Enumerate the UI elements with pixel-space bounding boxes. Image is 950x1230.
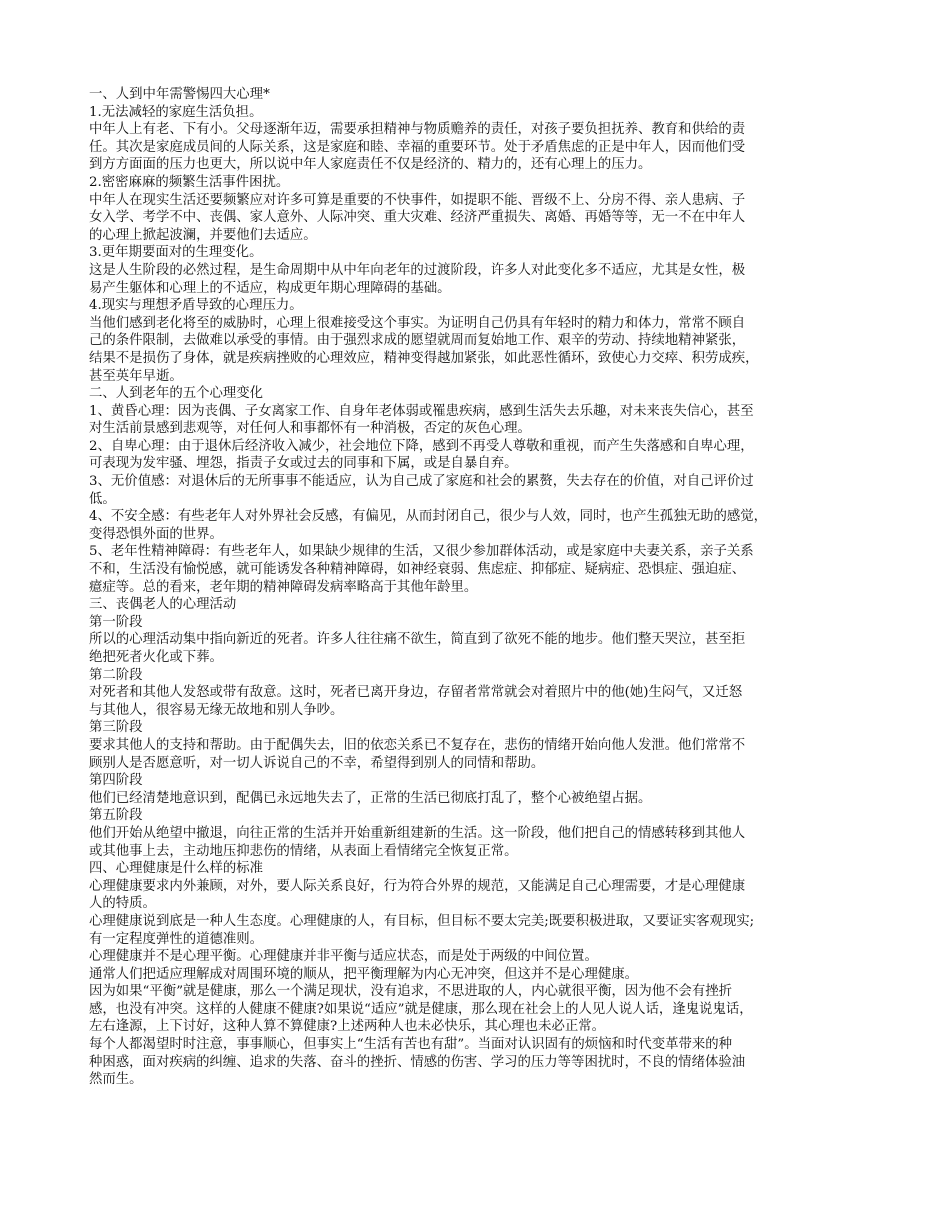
text-line: 种困惑，面对疾病的纠缠、追求的失落、奋斗的挫折、情感的伤害、学习的压力等等困扰时，不良的情绪体验油 [89, 1054, 746, 1070]
document-page [89, 86, 863, 1089]
text-line: 一、人到中年需警惕四大心理* [89, 87, 270, 102]
text-line: 不和，生活没有愉悦感，就可能诱发各种精神障碍，如神经衰弱、焦虑症、抑郁症、疑病症、恐惧症、强迫症、 [89, 562, 746, 578]
text-line: 第四阶段 [89, 773, 143, 789]
text-line: 任。其次是家庭成员间的人际关系，这是家庭和睦、幸福的重要环节。处于矛盾焦虑的正是中年人，因而他们受 [89, 139, 746, 155]
text-line: 感，也没有冲突。这样的人健康不健康?如果说“适应”就是健康，那么现在社会上的人见人说人话，逢鬼说鬼话， [89, 1001, 753, 1017]
text-line: 3.更年期要面对的生理变化。 [89, 245, 263, 261]
text-line: 第三阶段 [89, 720, 143, 736]
text-line: 女入学、考学不中、丧偶、家人意外、人际冲突、重大灾难、经济严重损失、离婚、再婚等等，无一不在中年人 [89, 210, 746, 226]
text-line: 心理健康要求内外兼顾，对外，要人际关系良好，行为符合外界的规范，又能满足自己心理需要，才是心理健康 [89, 878, 746, 894]
text-line: 二、人到老年的五个心理变化 [89, 386, 264, 402]
text-line: 顾别人是否愿意听，对一切人诉说自己的不幸，希望得到别人的同情和帮助。 [89, 755, 545, 771]
text-line: 中年人上有老、下有小。父母逐渐年迈，需要承担精神与物质赡养的责任，对孩子要负担抚养、教育和供给的责 [89, 122, 746, 138]
text-line: 第一阶段 [89, 614, 143, 630]
text-line: 3、无价值感：对退休后的无所事事不能适应，认为自己成了家庭和社会的累赘，失去存在的价值，对自己评价过 [89, 474, 754, 490]
text-line: 当他们感到老化将至的威胁时，心理上很难接受这个事实。为证明自己仍具有年轻时的精力和体力，常常不顾自 [89, 315, 746, 331]
text-line: 他们已经清楚地意识到，配偶已永远地失去了，正常的生活已彻底打乱了，整个心被绝望占据。 [89, 790, 652, 806]
text-line: 中年人在现实生活还要频繁应对许多可算是重要的不快事件，如提职不能、晋级不上、分房不得、亲人患病、子 [89, 192, 746, 208]
text-line: 4、不安全感：有些老年人对外界社会反感，有偏见，从而封闭自己，很少与人效，同时，也产生孤独无助的感觉， [89, 509, 768, 525]
text-line: 变得恐惧外面的世界。 [89, 526, 223, 542]
text-line: 第二阶段 [89, 667, 143, 683]
text-line: 结果不是损伤了身体，就是疾病挫败的心理效应，精神变得越加紧张，如此恶性循环，致使心力交瘁、积劳成疾， [89, 350, 759, 366]
text-line: 通常人们把适应理解成对周围环境的顺从，把平衡理解为内心无冲突，但这并不是心理健康。 [89, 966, 639, 982]
text-line: 4.现实与理想矛盾导致的心理压力。 [89, 298, 303, 314]
text-line: 心理健康并不是心理平衡。心理健康并非平衡与适应状态，而是处于两级的中间位置。 [89, 949, 598, 965]
text-line: 绝把死者火化或下葬。 [89, 650, 223, 665]
text-line: 2.密密麻麻的频繁生活事件困扰。 [89, 174, 290, 190]
text-line: 可表现为发牢骚、埋怨，指责子女或过去的同事和下属，或是自暴自弃。 [89, 456, 518, 472]
text-line: 的心理上掀起波澜，并要他们去适应。 [89, 227, 317, 243]
text-line: 因为如果“平衡”就是健康，那么一个满足现状，没有追求，不思进取的人，内心就很平衡，因为他不会有挫折 [89, 984, 733, 1000]
text-line: 1、黄昏心理：因为丧偶、子女离家工作、自身年老体弱或罹患疾病，感到生活失去乐趣，对未来丧失信心，甚至 [89, 403, 754, 419]
text-line: 对死者和其他人发怒或带有敌意。这时，死者已离开身边，存留者常常就会对着照片中的他(她)生闷气，又迁怒 [89, 685, 743, 701]
text-line: 低。 [89, 491, 116, 507]
text-line: 人的特质。 [89, 896, 156, 912]
text-line: 或其他事上去，主动地压抑悲伤的情绪，从表面上看情绪完全恢复正常。 [89, 843, 518, 859]
text-line: 与其他人，很容易无缘无故地和别人争吵。 [89, 702, 344, 718]
text-line: 2、自卑心理：由于退休后经济收入减少，社会地位下降，感到不再受人尊敬和重视，而产生失落感和自卑心理， [89, 438, 754, 454]
text-line: 1.无法减轻的家庭生活负担。 [89, 104, 263, 120]
text-line: 这是人生阶段的必然过程，是生命周期中从中年向老年的过渡阶段，许多人对此变化多不适应，尤其是女性，极 [89, 262, 746, 278]
text-line: 甚至英年早逝。 [89, 368, 183, 384]
text-line: 到方方面面的压力也更大，所以说中年人家庭责任不仅是经济的、精力的，还有心理上的压力。 [89, 157, 652, 173]
text-line: 易产生躯体和心理上的不适应，构成更年期心理障碍的基础。 [89, 280, 451, 296]
text-line: 5、老年性精神障碍：有些老年人，如果缺少规律的生活，又很少参加群体活动，或是家庭中夫妻关系，亲子关系 [89, 544, 754, 560]
text-line: 四、心理健康是什么样的标准 [89, 861, 264, 877]
text-line: 所以的心理活动集中指向新近的死者。许多人往往痛不欲生，简直到了欲死不能的地步。他们整天哭泣，甚至拒 [89, 632, 746, 648]
text-line: 对生活前景感到悲观等，对任何人和事都怀有一种消极，否定的灰色心理。 [89, 421, 531, 437]
text-line: 三、丧偶老人的心理活动 [89, 597, 237, 613]
text-line: 第五阶段 [89, 808, 143, 824]
text-line: 心理健康说到底是一种人生态度。心理健康的人，有目标，但目标不要太完美;既要积极进取，又要证实客观现实; [89, 913, 755, 929]
text-line: 然而生。 [89, 1072, 143, 1088]
text-line: 有一定程度弹性的道德准则。 [89, 931, 264, 947]
text-line: 癔症等。总的看来，老年期的精神障碍发病率略高于其他年龄里。 [89, 579, 478, 595]
text-line: 左右逢源，上下讨好，这种人算不算健康?上述两种人也未必快乐，其心理也未必正常。 [89, 1019, 606, 1035]
text-line: 每个人都渴望时时注意，事事顺心，但事实上“生活有苦也有甜”。当面对认识固有的烦恼和时代变革带来的种 [89, 1037, 733, 1053]
text-line: 他们开始从绝望中撤退，向往正常的生活并开始重新组建新的生活。这一阶段，他们把自己的情感转移到其他人 [89, 825, 746, 841]
text-line: 要求其他人的支持和帮助。由于配偶失去，旧的依恋关系已不复存在，悲伤的情绪开始向他人发泄。他们常常不 [89, 737, 746, 753]
text-line: 己的条件限制，去做难以承受的事情。由于强烈求成的愿望就周而复始地工作、艰辛的劳动、持续地精神紧张， [89, 333, 746, 349]
